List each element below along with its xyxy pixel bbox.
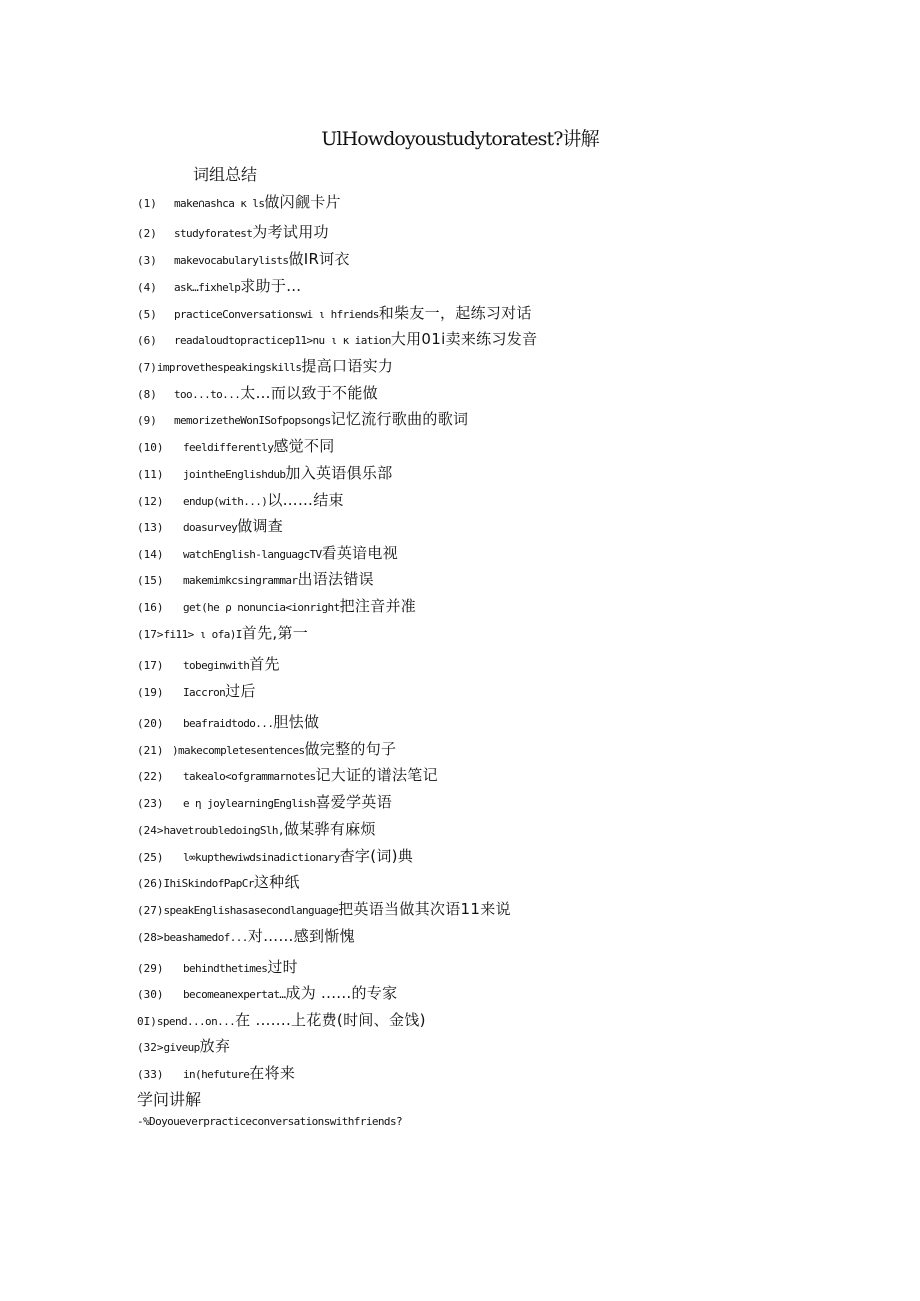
phrase-item <box>137 328 537 350</box>
phrase-item <box>137 568 374 590</box>
phrase-number: (32> <box>137 1041 164 1054</box>
phrase-english: endup(with...) <box>183 495 268 508</box>
phrase-number: (5) <box>137 308 157 321</box>
phrase-english: makemimkcsingrammar <box>183 574 298 587</box>
phrase-english: behindthetimes <box>183 962 268 975</box>
phrase-chinese: 这种纸 <box>253 873 300 891</box>
phrase-number: (3) <box>137 254 157 267</box>
phrase-item <box>137 622 308 644</box>
phrase-item <box>137 925 355 947</box>
phrase-english: watchEnglish-languagcTV <box>183 548 322 561</box>
phrase-english: IhiSkindofPapCr <box>163 877 254 890</box>
phrase-item <box>137 845 413 867</box>
phrase-chinese: 求助于… <box>240 277 302 295</box>
phrase-chinese: 把英语当做其次语11来说 <box>338 900 511 918</box>
phrase-chinese: 过后 <box>225 682 256 700</box>
phrase-item <box>137 515 283 537</box>
phrase-chinese: 做某骅有麻烦 <box>283 820 376 838</box>
phrase-chinese: 首先,第一 <box>241 624 309 642</box>
phrase-english: beafraidtodo... <box>183 717 274 730</box>
phrase-english: studyforatest <box>174 227 253 240</box>
phrase-number: (21) <box>137 744 164 757</box>
phrase-number: (14) <box>137 548 164 561</box>
page-title: UlHowdoyoustudytoratest?讲解 <box>321 128 599 150</box>
phrase-chinese: 太…而以致于不能做 <box>240 384 378 402</box>
phrase-chinese: 首先 <box>249 655 280 673</box>
phrase-chinese: 喜爱学英语 <box>315 793 393 811</box>
phrase-english: speakEnglishasasecondlanguage <box>163 904 339 917</box>
phrase-number: (20) <box>137 717 164 730</box>
phrase-english: takealo<ofgrammarnotes <box>183 770 316 783</box>
phrase-number: (7) <box>137 361 157 374</box>
phrase-english: makevocabularylists <box>174 254 289 267</box>
phrase-english: too...to... <box>174 388 241 401</box>
phrase-number: (2) <box>137 227 157 240</box>
phrase-number: (16) <box>137 601 164 614</box>
phrase-english: memorizetheWonISofpopsongs <box>174 414 331 427</box>
phrase-number: (9) <box>137 414 157 427</box>
phrase-english: spend...on... <box>156 1015 236 1028</box>
phrase-item <box>137 1009 426 1031</box>
phrase-item <box>137 1035 230 1057</box>
phrase-item <box>137 956 298 978</box>
phrase-english: tobeginwith <box>183 659 250 672</box>
phrase-english: fi11> ι ofa)I <box>163 628 242 641</box>
phrase-item <box>137 462 393 484</box>
phrase-chinese: 对……感到惭愧 <box>247 927 355 945</box>
phrase-chinese: 和柴友一，起练习对话 <box>378 304 532 322</box>
example-sentence: -%Doyoueverpracticeconversationswithfriends? <box>137 1115 402 1128</box>
phrase-item <box>137 408 468 430</box>
phrase-item <box>137 653 280 675</box>
phrase-number: (33) <box>137 1068 164 1081</box>
phrase-item <box>137 542 398 564</box>
phrase-item <box>137 871 300 893</box>
phrase-item <box>137 1062 295 1084</box>
phrase-chinese: 杳字(词)典 <box>339 847 414 865</box>
phrase-number: (19) <box>137 686 164 699</box>
phrase-english: havetroubledoingSlh, <box>163 824 284 837</box>
phrase-number: 0I) <box>137 1015 157 1028</box>
phrase-number: (1) <box>137 197 157 210</box>
phrase-english: becomeanexpertat… <box>183 988 286 1001</box>
phrase-chinese: 记忆流行歌曲的歌词 <box>330 410 469 428</box>
phrase-number: (10) <box>137 441 164 454</box>
phrase-number: (8) <box>137 388 157 401</box>
phrase-english: readaloudtopracticep11>nu ι κ iation <box>174 334 391 347</box>
phrase-english: Iaccron <box>183 686 226 699</box>
phrase-item <box>137 489 344 511</box>
phrase-english: doasurvey <box>183 521 238 534</box>
phrase-chinese: 成为 ......的专家 <box>285 984 398 1002</box>
phrase-chinese: 出语法错误 <box>297 570 374 588</box>
phrase-number: (23) <box>137 797 164 810</box>
phrase-number: (17> <box>137 628 164 641</box>
phrase-number: (4) <box>137 281 157 294</box>
phrase-chinese: 在将来 <box>249 1064 296 1082</box>
phrase-chinese: 做完整的句子 <box>304 740 397 758</box>
phrase-english: ask…fixhelp <box>174 281 241 294</box>
phrase-chinese: 提高口语实力 <box>301 357 394 375</box>
phrase-item <box>137 191 341 213</box>
phrase-chinese: 以……结束 <box>267 491 344 509</box>
phrase-chinese: 做IR诃衣 <box>288 250 350 268</box>
phrase-chinese: 放弃 <box>199 1037 231 1055</box>
phrase-chinese: 过时 <box>267 958 298 976</box>
phrase-item <box>137 435 335 457</box>
phrase-item <box>137 302 532 324</box>
phrase-number: (17) <box>137 659 164 672</box>
phrase-number: (29) <box>137 962 164 975</box>
phrase-chinese: 记大证的谱法笔记 <box>315 766 438 784</box>
phrase-item <box>137 680 256 702</box>
phrase-number: (15) <box>137 574 164 587</box>
phrase-item <box>137 382 378 404</box>
phrase-item <box>137 248 350 270</box>
phrase-chinese: 看英谙电视 <box>321 544 399 562</box>
phrase-number: (30) <box>137 988 164 1001</box>
phrase-english: e η joylearningEnglish <box>183 797 316 810</box>
phrase-item <box>137 791 392 813</box>
phrase-number: (28> <box>137 931 164 944</box>
phrase-chinese: 做调查 <box>237 517 284 535</box>
phrase-chinese: 大用01i卖来练习发音 <box>390 330 538 348</box>
phrase-item <box>137 818 376 840</box>
phrase-item <box>137 982 397 1004</box>
phrase-number: (6) <box>137 334 157 347</box>
section-heading-knowledge: 学问讲解 <box>137 1090 202 1109</box>
phrase-number: (11) <box>137 468 164 481</box>
phrase-english: feeldifferently <box>183 441 274 454</box>
phrase-chinese: 加入英语俱乐部 <box>285 464 393 482</box>
phrase-chinese: 为考试用功 <box>252 223 329 241</box>
phrase-english: make∩ashca κ ls <box>174 197 265 210</box>
phrase-item <box>137 275 301 297</box>
phrase-item <box>137 355 393 377</box>
phrase-number: (13) <box>137 521 164 534</box>
phrase-english: )makecompletesentences <box>172 744 305 757</box>
phrase-number: (26) <box>137 877 164 890</box>
phrase-chinese: 感觉不同 <box>273 437 335 455</box>
phrase-number: (27) <box>137 904 164 917</box>
phrase-english: in(hefuture <box>183 1068 250 1081</box>
phrase-english: improvethespeakingskills <box>156 361 302 374</box>
phrase-english: jointheEnglishdub <box>183 468 286 481</box>
phrase-english: giveup <box>163 1041 200 1054</box>
phrase-item <box>137 221 329 243</box>
phrase-chinese: 把注音并准 <box>339 597 417 615</box>
phrase-english: practiceConversationswi ι hfriends <box>174 308 379 321</box>
phrase-english: l∞kupthewiwdsinadictionary <box>183 851 340 864</box>
phrase-number: (22) <box>137 770 164 783</box>
phrase-item <box>137 595 416 617</box>
section-heading-phrases: 词组总结 <box>193 165 258 184</box>
phrase-chinese: 在 .......上花费(时间、金饯) <box>235 1011 426 1029</box>
phrase-item <box>137 764 438 786</box>
phrase-english: beashamedof... <box>163 931 248 944</box>
phrase-number: (24> <box>137 824 164 837</box>
phrase-number: (12) <box>137 495 164 508</box>
phrase-item <box>137 711 319 733</box>
phrase-chinese: 做闪觎卡片 <box>264 193 341 211</box>
phrase-item <box>137 738 396 760</box>
phrase-english: get(he ρ nonuncia<ionright <box>183 601 340 614</box>
phrase-item <box>137 898 511 920</box>
phrase-number: (25) <box>137 851 164 864</box>
phrase-chinese: 胆怯做 <box>273 713 320 731</box>
